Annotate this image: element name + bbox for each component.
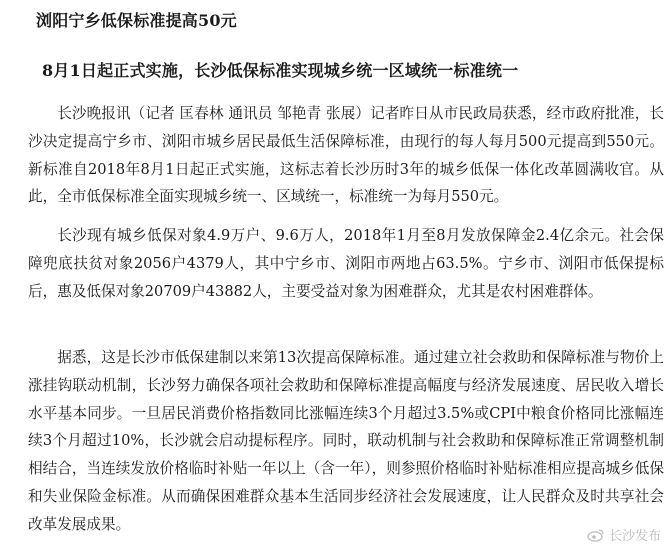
paragraph-3: 据悉，这是长沙市低保建制以来第13次提高保障标准。通过建立社会救助和保障标准与物价上涨挂钩联动机制，长沙努力确保各项社会救助和保障标准提高幅度与经济发展速度、居民收入增长水平基本同步。一旦居民消费价格指数同比涨幅连续3个月超过3.5%或CPI中粮食价格同比涨幅连续3个月超过10%，长沙就会启动提标程序。同时，联动机制与社会救助和保障标准正常调整机制相结合，当连续发放价格临时补贴一年以上（含一年），则参照价格临时补贴标准相应提高城乡低保和失业保险金标准。从而确保困难群众基本生活同步经济社会发展速度，让人民群众及时共享社会改革发展成果。	[28, 349, 664, 533]
paragraph-2: 长沙现有城乡低保对象4.9万户、9.6万人，2018年1月至8月发放保障金2.4亿余元。社会保障兜底扶贫对象2056户4379人，其中宁乡市、浏阳市两地占63.5%。宁乡市、浏阳市低保提标后，惠及低保对象20709户43882人，主要受益对象为困难群众，尤其是农村困难群体。	[28, 227, 664, 300]
weibo-icon	[587, 528, 605, 542]
watermark	[584, 524, 664, 545]
paragraph-1: 长沙晚报讯（记者 匡春林 通讯员 邹艳青 张展）记者昨日从市民政局获悉，经市政府批准，长沙决定提高宁乡市、浏阳市城乡居民最低生活保障标准，由现行的每人每月500元提高到550元。新标准自2018年8月1日起正式实施，这标志着长沙历时3年的城乡低保一体化改革圆满收官。从此，全市低保标准全面实现城乡统一、区域统一，标准统一为每月550元。	[28, 105, 664, 206]
subheadline: 8月1日起正式实施，长沙低保标准实现城乡统一区域统一标准统一	[42, 61, 519, 80]
headline: 浏阳宁乡低保标准提高50元	[36, 11, 237, 30]
watermark-text: 长沙发布	[608, 529, 661, 544]
